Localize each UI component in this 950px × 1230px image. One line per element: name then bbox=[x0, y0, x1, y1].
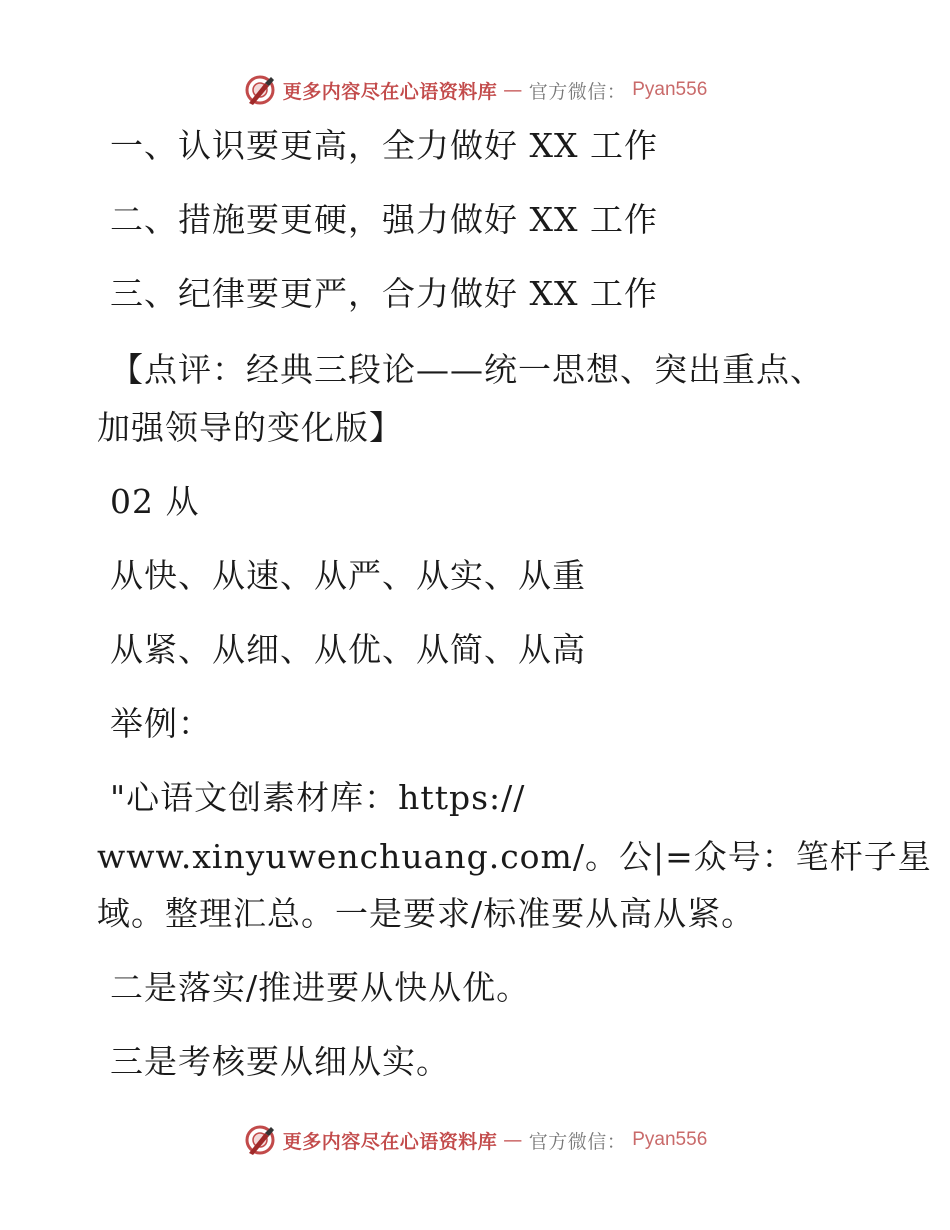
watermark-wechat-id: Pyan556 bbox=[632, 79, 708, 100]
text-line-1: 一、认识要更高，全力做好 XX 工作 bbox=[110, 126, 658, 165]
text-line-11: www.xinyuwenchuang.com/。公|=众号：笔杆子星 bbox=[97, 837, 932, 876]
text-line-5: 加强领导的变化版】 bbox=[97, 408, 403, 447]
watermark-label: 官方微信： bbox=[528, 80, 627, 103]
pen-logo-icon bbox=[243, 73, 277, 107]
text-line-3: 三、纪律要更严，合力做好 XX 工作 bbox=[110, 274, 658, 313]
watermark-content bbox=[243, 73, 708, 107]
text-line-4: 【点评：经典三段论——统一思想、突出重点、 bbox=[110, 350, 824, 389]
text-line-8: 从紧、从细、从优、从简、从高 bbox=[110, 630, 586, 669]
text-line-14: 三是考核要从细从实。 bbox=[110, 1042, 450, 1081]
watermark-label: 官方微信： bbox=[528, 1130, 627, 1153]
text-line-12: 域。整理汇总。一是要求/标准要从高从紧。 bbox=[97, 894, 756, 933]
text-line-7: 从快、从速、从严、从实、从重 bbox=[110, 556, 586, 595]
text-line-2: 二、措施要更硬，强力做好 XX 工作 bbox=[110, 200, 658, 239]
watermark-header bbox=[0, 70, 950, 110]
text-line-9: 举例： bbox=[110, 704, 212, 743]
watermark-footer bbox=[0, 1120, 950, 1160]
watermark-content bbox=[243, 1123, 708, 1157]
watermark-wechat-id: Pyan556 bbox=[632, 1129, 708, 1150]
watermark-dash: — bbox=[503, 79, 523, 101]
pen-logo-icon bbox=[243, 1123, 277, 1157]
text-line-6: 02 从 bbox=[110, 482, 200, 521]
watermark-main-text: 更多内容尽在心语资料库 bbox=[282, 80, 498, 103]
watermark-dash: — bbox=[503, 1129, 523, 1151]
watermark-main-text: 更多内容尽在心语资料库 bbox=[282, 1130, 498, 1153]
text-line-13: 二是落实/推进要从快从优。 bbox=[110, 968, 531, 1007]
text-line-10: "心语文创素材库：https:// bbox=[110, 778, 526, 817]
